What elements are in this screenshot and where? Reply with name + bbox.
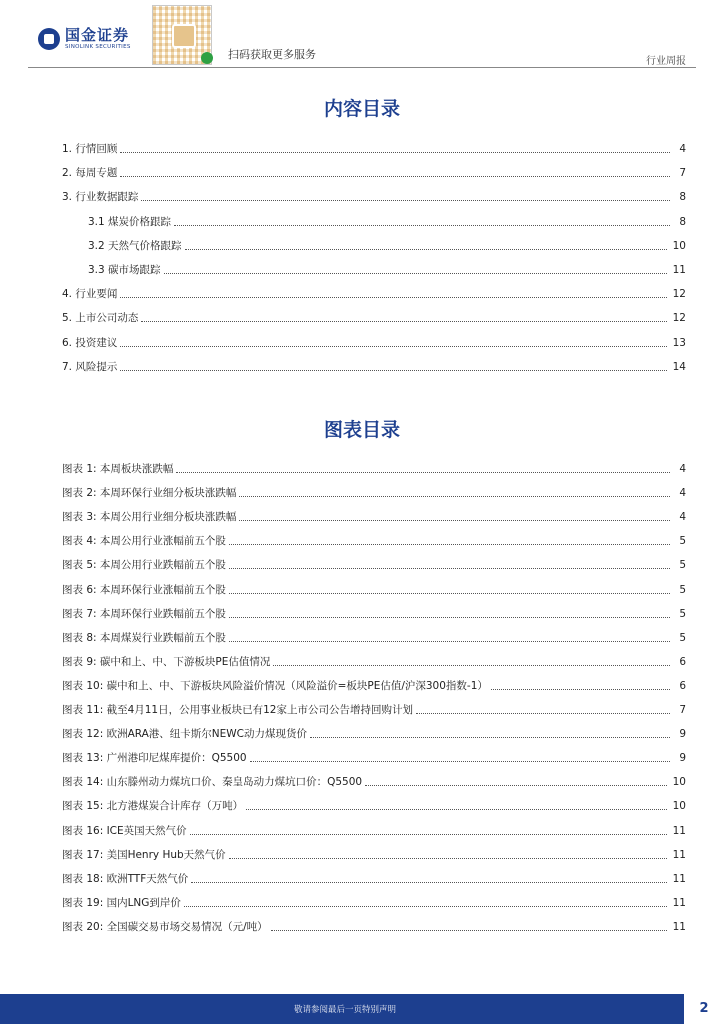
toc-entry[interactable]	[62, 285, 686, 301]
toc-entry-label: 图表 10: 碳中和上、中、下游板块风险溢价情况（风险溢价=板块PE估值/沪深300指数-1）	[62, 679, 488, 692]
toc-leader-dots	[273, 665, 670, 666]
toc-leader-dots	[164, 273, 667, 274]
toc-entry[interactable]	[62, 749, 686, 765]
toc-entry-label: 图表 4: 本周公用行业涨幅前五个股	[62, 535, 226, 548]
toc-entry-label: 图表 19: 国内LNG到岸价	[62, 896, 181, 909]
toc-entry-label: 图表 2: 本周环保行业细分板块涨跌幅	[62, 487, 237, 500]
toc-leader-dots	[141, 321, 666, 322]
toc-entry-page: 11	[672, 872, 686, 885]
toc-entry-label: 图表 15: 北方港煤炭合计库存（万吨）	[62, 800, 244, 813]
toc-entry-label: 图表 13: 广州港印尼煤库提价：Q5500	[62, 752, 247, 765]
toc-entry[interactable]	[62, 797, 686, 813]
toc-entry-label: 图表 11: 截至4月11日，公用事业板块已有12家上市公司公告增持回购计划	[62, 704, 413, 716]
toc-leader-dots	[229, 617, 670, 618]
toc-entry-page: 6	[679, 679, 686, 692]
toc-entry[interactable]	[62, 870, 686, 886]
toc-entry-label: 6. 投资建议	[62, 336, 118, 349]
toc-entry[interactable]	[62, 484, 686, 500]
toc-leader-dots	[365, 785, 667, 786]
toc-entry-label: 3.3 碳市场跟踪	[88, 264, 161, 276]
toc-leader-dots	[229, 593, 670, 594]
figures-title: 图表目录	[323, 419, 400, 441]
toc-leader-dots	[229, 641, 670, 642]
toc-entry[interactable]	[62, 508, 686, 524]
toc-leader-dots	[141, 200, 670, 201]
disclaimer-notice: 敬请参阅最后一页特别声明	[293, 1005, 396, 1015]
toc-leader-dots	[239, 520, 670, 521]
toc-leader-dots	[229, 544, 670, 545]
toc-entry-label: 3.2 天然气价格跟踪	[88, 239, 182, 252]
toc-entry-page: 11	[672, 824, 686, 837]
toc-entry[interactable]	[62, 629, 686, 645]
toc-entry-label: 3.1 煤炭价格跟踪	[88, 215, 172, 228]
toc-entry[interactable]	[62, 653, 686, 669]
toc-entry[interactable]	[88, 213, 686, 229]
toc-entry-label: 图表 5: 本周公用行业跌幅前五个股	[62, 559, 226, 572]
toc-entry-page: 5	[679, 607, 686, 620]
toc-entry-page: 11	[672, 848, 686, 861]
toc-entry-page: 8	[679, 215, 686, 228]
toc-leader-dots	[310, 737, 670, 738]
toc-leader-dots	[184, 906, 667, 907]
scan-prompt: 扫码获取更多服务	[228, 48, 316, 61]
toc-entry[interactable]	[62, 460, 686, 476]
toc-entry-page: 5	[679, 559, 686, 572]
toc-entry-page: 9	[679, 752, 686, 765]
toc-entry[interactable]	[62, 188, 686, 204]
page-footer	[0, 994, 724, 1024]
toc-entry-page: 5	[679, 631, 686, 644]
toc-entry[interactable]	[88, 261, 686, 277]
toc-leader-dots	[120, 297, 666, 298]
toc-entry-page: 9	[679, 728, 686, 741]
toc-entry-page: 6	[679, 655, 686, 668]
report-type-tag: 行业周报	[646, 56, 686, 67]
toc-entry[interactable]	[62, 701, 686, 717]
toc-entry-page: 4	[679, 511, 686, 524]
toc-leader-dots	[491, 689, 670, 690]
toc-leader-dots	[250, 761, 670, 762]
toc-leader-dots	[416, 713, 670, 714]
toc-entry[interactable]	[62, 773, 686, 789]
toc-leader-dots	[120, 346, 666, 347]
toc-entry-page: 4	[679, 463, 686, 475]
header-divider	[28, 67, 696, 68]
toc-entry-page: 11	[672, 264, 686, 276]
toc-entry-page: 8	[679, 191, 686, 204]
toc-entry-label: 图表 6: 本周环保行业涨幅前五个股	[62, 583, 226, 596]
toc-entry[interactable]	[62, 822, 686, 838]
toc-entry-page: 11	[672, 920, 686, 933]
toc-leader-dots	[120, 370, 666, 371]
toc-entry-label: 图表 3: 本周公用行业细分板块涨跌幅	[62, 511, 237, 524]
toc-entry[interactable]	[62, 164, 686, 180]
toc-entry-page: 7	[679, 167, 686, 180]
toc-leader-dots	[246, 809, 667, 810]
toc-leader-dots	[120, 152, 670, 153]
toc-entry[interactable]	[62, 581, 686, 597]
toc-entry-label: 5. 上市公司动态	[62, 312, 139, 325]
logo-chinese-name: 国金证券	[65, 26, 130, 44]
toc-leader-dots	[174, 225, 670, 226]
toc-entry-page: 12	[672, 312, 686, 325]
toc-entry[interactable]	[62, 334, 686, 350]
toc-entry-page: 4	[679, 143, 686, 155]
toc-entry[interactable]	[62, 725, 686, 741]
toc-entry-label: 图表 20: 全国碳交易市场交易情况（元/吨）	[62, 920, 268, 933]
logo-english-name: SINOLINK SECURITIES	[65, 44, 131, 50]
toc-entry[interactable]	[62, 918, 686, 934]
toc-entry-page: 13	[672, 336, 686, 349]
toc-entry-page: 5	[679, 535, 686, 548]
page-header	[0, 0, 724, 70]
toc-entry-page: 10	[672, 776, 686, 789]
toc-entry[interactable]	[62, 846, 686, 862]
toc-entry-label: 图表 1: 本周板块涨跌幅	[62, 463, 174, 475]
toc-entry-page: 11	[672, 896, 686, 909]
toc-entry-label: 图表 14: 山东滕州动力煤坑口价、秦皇岛动力煤坑口价：Q5500	[62, 776, 363, 789]
toc-entry-page: 7	[679, 704, 686, 716]
toc-entry-label: 图表 12: 欧洲ARA港、纽卡斯尔NEWC动力煤现货价	[62, 728, 308, 741]
toc-entry[interactable]	[62, 309, 686, 325]
toc-entry-page: 14	[672, 360, 686, 373]
toc-entry[interactable]	[62, 677, 686, 693]
toc-entry-page: 10	[672, 800, 686, 813]
toc-entry-label: 图表 16: ICE英国天然气价	[62, 824, 187, 837]
toc-entry-page: 10	[672, 239, 686, 252]
qr-code	[152, 5, 212, 65]
toc-leader-dots	[229, 858, 667, 859]
toc-leader-dots	[176, 472, 670, 473]
toc-leader-dots	[191, 882, 666, 883]
toc-entry-label: 图表 7: 本周环保行业跌幅前五个股	[62, 607, 226, 620]
toc-entry-page: 5	[679, 583, 686, 596]
toc-entry-label: 图表 18: 欧洲TTF天然气价	[62, 872, 189, 885]
toc-entry-label: 图表 17: 美国Henry Hub天然气价	[62, 848, 226, 861]
toc-entry-page: 4	[679, 487, 686, 500]
toc-entry[interactable]	[62, 556, 686, 572]
contents-title: 内容目录	[323, 98, 400, 120]
page-number: 2	[684, 994, 724, 1024]
toc-entry-label: 7. 风险提示	[62, 360, 118, 373]
toc-entry-label: 图表 8: 本周煤炭行业跌幅前五个股	[62, 631, 226, 644]
qr-center-logo-icon	[172, 24, 196, 48]
toc-entry-label: 2. 每周专题	[62, 167, 118, 180]
toc-entry-label: 4. 行业要闻	[62, 288, 118, 301]
logo-mark-icon	[38, 28, 60, 50]
toc-entry-label: 1. 行情回顾	[62, 143, 118, 155]
toc-entry[interactable]	[88, 237, 686, 253]
company-logo	[38, 28, 131, 51]
toc-entry-page: 12	[672, 288, 686, 301]
toc-entry[interactable]	[62, 532, 686, 548]
toc-entry[interactable]	[62, 358, 686, 374]
toc-entry[interactable]	[62, 894, 686, 910]
toc-leader-dots	[120, 176, 670, 177]
toc-entry[interactable]	[62, 605, 686, 621]
toc-leader-dots	[185, 249, 667, 250]
toc-entry-label: 图表 9: 碳中和上、中、下游板块PE估值情况	[62, 655, 271, 668]
toc-entry-label: 3. 行业数据跟踪	[62, 191, 139, 204]
toc-leader-dots	[190, 834, 667, 835]
toc-leader-dots	[239, 496, 670, 497]
toc-leader-dots	[229, 568, 670, 569]
toc-entry[interactable]	[62, 140, 686, 156]
wechat-badge-icon	[201, 52, 213, 64]
toc-leader-dots	[271, 930, 667, 931]
